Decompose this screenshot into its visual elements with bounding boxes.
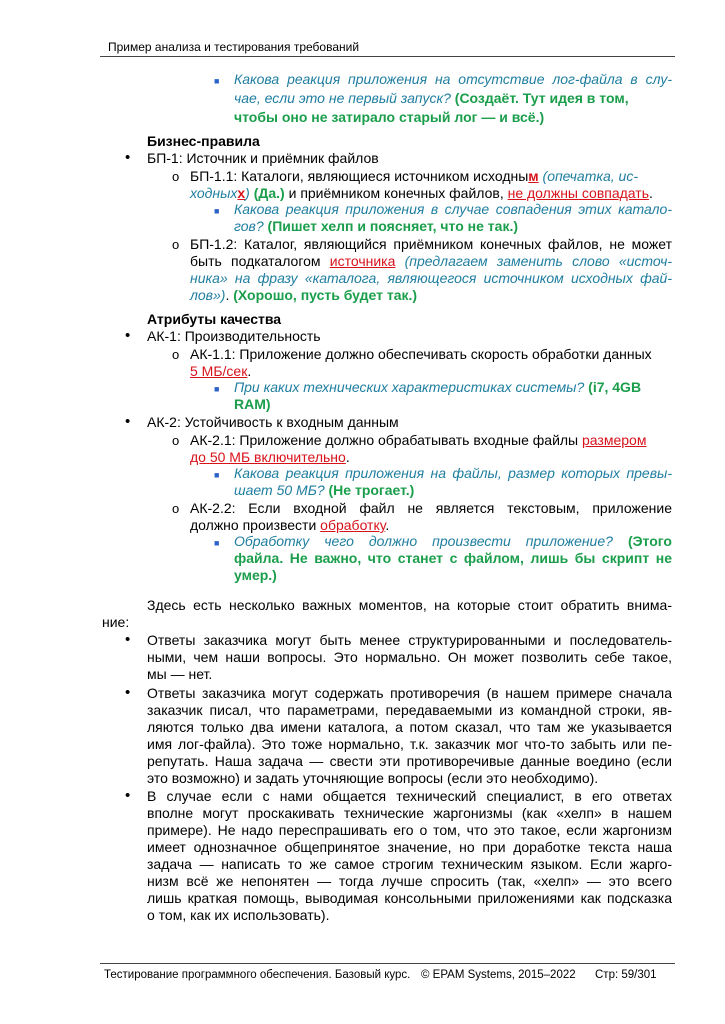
question-line: Обработку чего должно произвести приложение? (Этого	[234, 533, 672, 549]
attr-ak1: АК-1: Производительность	[147, 328, 321, 344]
bullet-marker: •	[125, 631, 131, 648]
square-bullet: ■	[214, 384, 220, 394]
bullet-marker: •	[125, 684, 131, 701]
note-line: это возможно) и задать уточняющие вопросы (если это необходимо).	[147, 770, 599, 786]
note-line: Ответы заказчика могут быть менее структурированными и последователь-	[147, 632, 672, 648]
square-bullet: ■	[214, 206, 220, 216]
footer-rule	[100, 963, 675, 964]
circle-marker: o	[172, 169, 180, 184]
answer-line: чтобы оно не затирало старый лог — и всё.)	[234, 109, 545, 125]
note-line: ляются только два имени каталога, а потом сказал, что там же указывается	[147, 719, 672, 735]
note-line: ными, чем наши вопросы. Это нормально. Он может позволить себе такое,	[147, 649, 672, 665]
rule-bp11-line1: БП-1.1: Каталоги, являющиеся источником исходным (опечатка, ис-	[190, 168, 639, 184]
footer-course: Тестирование программного обеспечения. Базовый курс.	[104, 969, 411, 981]
question-line: гов? (Пишет хелп и поясняет, что не так.)	[234, 218, 518, 234]
attr-ak11-line1: АК-1.1: Приложение должно обеспечивать скорость обработки данных	[190, 346, 652, 362]
note-line: задача — написать то же самое строгим техническим языком. Если жарго-	[147, 856, 672, 872]
question-line: При каких технических характеристиках системы? (i7, 4GB	[234, 379, 642, 395]
note-line: о том, как их использовать).	[147, 907, 330, 923]
attr-ak22-line1: АК-2.2: Если входной файл не является текстовым, приложение	[190, 500, 672, 516]
square-bullet: ■	[214, 470, 220, 480]
attr-ak11-line2: 5 МБ/сек.	[190, 363, 252, 379]
question-line: шает 50 МБ? (Не трогает.)	[234, 482, 415, 498]
section-heading-quality: Атрибуты качества	[147, 311, 282, 327]
circle-marker: o	[172, 433, 180, 448]
note-line: вполне могут проскакивать технические жаргонизмы (как «хелп» в нашем	[147, 805, 672, 821]
note-line: низм всё же непонятен — тогда лучше спросить (так, «хелп» — это всего	[147, 873, 672, 889]
notes-intro-end: ние:	[102, 614, 130, 630]
header-rule	[100, 56, 675, 57]
footer-copyright: © EPAM Systems, 2015–2022	[421, 969, 576, 981]
note-line: имя лог-файла). Это тоже нормально, т.к. заказчик мог что-то забыть или пе-	[147, 736, 672, 752]
running-header: Пример анализа и тестирования требований	[108, 40, 360, 54]
section-heading-business-rules: Бизнес-правила	[147, 133, 260, 149]
attr-ak21-line1: АК-2.1: Приложение должно обрабатывать входные файлы размером	[190, 432, 647, 448]
note-line: В случае если с нами общается технический специалист, в его ответах	[147, 788, 672, 804]
footer-page-number: Стр: 59/301	[595, 969, 657, 981]
note-line: Ответы заказчика могут содержать противоречия (в нашем примере сначала	[147, 685, 672, 701]
bullet-marker: •	[125, 149, 131, 166]
question-line: Какова реакция приложения на отсутствие лог-файла в слу-	[234, 71, 672, 87]
rule-bp12-line4: лов»). (Хорошо, пусть будет так.)	[190, 287, 418, 303]
circle-marker: o	[172, 347, 180, 362]
bullet-marker: •	[125, 327, 131, 344]
question-line: Какова реакция приложения на файлы, размер которых превы-	[234, 465, 672, 481]
attr-ak2: АК-2: Устойчивость к входным данным	[147, 414, 399, 430]
circle-marker: o	[172, 237, 180, 252]
square-bullet: ■	[214, 538, 220, 548]
square-bullet: ■	[214, 76, 220, 86]
rule-bp12-line1: БП-1.2: Каталог, являющийся приёмником конечных файлов, не может	[190, 236, 672, 252]
notes-intro: Здесь есть несколько важных моментов, на которые стоит обратить внима-	[147, 597, 672, 613]
rule-bp11-line2: ходныхх) (Да.) и приёмником конечных файлов, не должны совпадать.	[190, 185, 653, 201]
note-line: заказчик писал, что параметрами, передаваемыми из командной строки, яв-	[147, 702, 672, 718]
note-line: примере). Не надо переспрашивать его о том, что это такое, если жаргонизм	[147, 822, 672, 838]
question-line: Какова реакция приложения в случае совпадения этих катало-	[234, 201, 672, 217]
answer-line: RAM)	[234, 396, 271, 412]
rule-bp12-line2: быть подкаталогом источника (предлагаем заменить слово «источ-	[190, 253, 672, 269]
note-line: лишь краткая помощь, выводимая консольными приложениями как подсказка	[147, 890, 672, 906]
question-line: чае, если это не первый запуск? (Создаёт. Тут идея в том,	[234, 90, 629, 106]
answer-line: файла. Не важно, что станет с файлом, лишь бы скрипт не	[234, 550, 672, 566]
note-line: мы — нет.	[147, 666, 213, 682]
attr-ak22-line2: должно произвести обработку.	[190, 517, 390, 533]
rule-bp1: БП-1: Источник и приёмник файлов	[147, 150, 379, 166]
attr-ak21-line2: до 50 МБ включительно.	[190, 449, 350, 465]
rule-bp12-line3: ника» на фразу «каталога, являющегося источником исходных фай-	[190, 270, 672, 286]
bullet-marker: •	[125, 413, 131, 430]
note-line: репутать. Наша задача — свести эти противоречивые данные воедино (если	[147, 753, 672, 769]
circle-marker: o	[172, 501, 180, 516]
answer-line: умер.)	[234, 567, 277, 583]
note-line: имеет однозначное общепринятое значение, но при доработке текста наша	[147, 839, 672, 855]
bullet-marker: •	[125, 787, 131, 804]
